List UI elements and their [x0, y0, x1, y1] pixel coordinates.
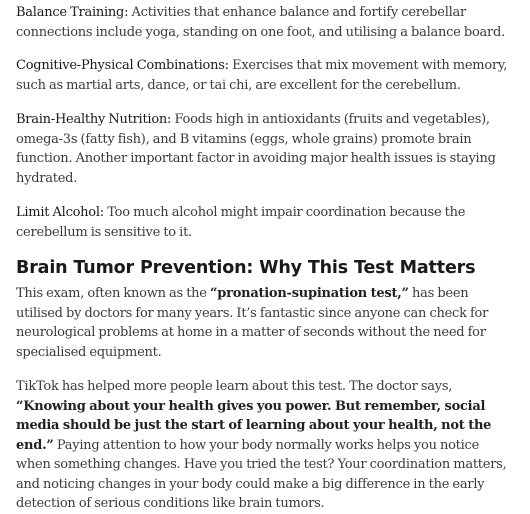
intro-text-after: has been utilised by doctors for many years. It’s fantastic since anyone can check for neurological problems at home in a matter of seconds without the need for specialised equipment. — [16, 286, 489, 360]
balance-training-term: Balance Training: — [16, 5, 129, 20]
cognitive-physical-text: Exercises that mix movement with memory, such as martial arts, dance, or tai chi, are excellent for the cerebellum. — [16, 58, 508, 93]
tiktok-paragraph — [16, 377, 512, 514]
cognitive-physical-paragraph — [16, 56, 512, 95]
brain-nutrition-paragraph — [16, 110, 512, 188]
tiktok-text-after: Paying attention to how your body normally works helps you notice when something changes. Have you tried the test? Your coordination matters, and noticing changes in your body could make a big difference in the early detection of serious conditions like brain tumors. — [16, 437, 507, 511]
intro-bold-term: “pronation-supination test,” — [210, 286, 409, 301]
limit-alcohol-paragraph — [16, 203, 512, 242]
section-heading: Brain Tumor Prevention: Why This Test Matters — [16, 258, 476, 278]
cognitive-physical-term: Cognitive-Physical Combinations: — [16, 58, 229, 73]
balance-training-paragraph — [16, 3, 512, 42]
intro-text-before: This exam, often known as the — [16, 286, 211, 301]
limit-alcohol-text: Too much alcohol might impair coordination because the cerebellum is sensitive to it. — [16, 205, 466, 240]
article-body — [0, 3, 512, 514]
doctor-quote: “Knowing about your health gives you power. But remember, social media should be just the start of learning about your health, not the end.” — [16, 398, 492, 453]
limit-alcohol-term: Limit Alcohol: — [16, 205, 104, 220]
tiktok-text-before: TikTok has helped more people learn about this test. The doctor says, — [16, 379, 453, 394]
balance-training-text: Activities that enhance balance and fortify cerebellar connections include yoga, standing on one foot, and utilising a balance board. — [16, 5, 505, 40]
intro-paragraph — [16, 284, 512, 362]
brain-nutrition-text: Foods high in antioxidants (fruits and vegetables), omega-3s (fatty fish), and B vitamins (eggs, whole grains) promote brain function. Another important factor in avoiding major health issues is staying hydrated. — [16, 112, 496, 186]
brain-nutrition-term: Brain-Healthy Nutrition: — [16, 112, 172, 127]
